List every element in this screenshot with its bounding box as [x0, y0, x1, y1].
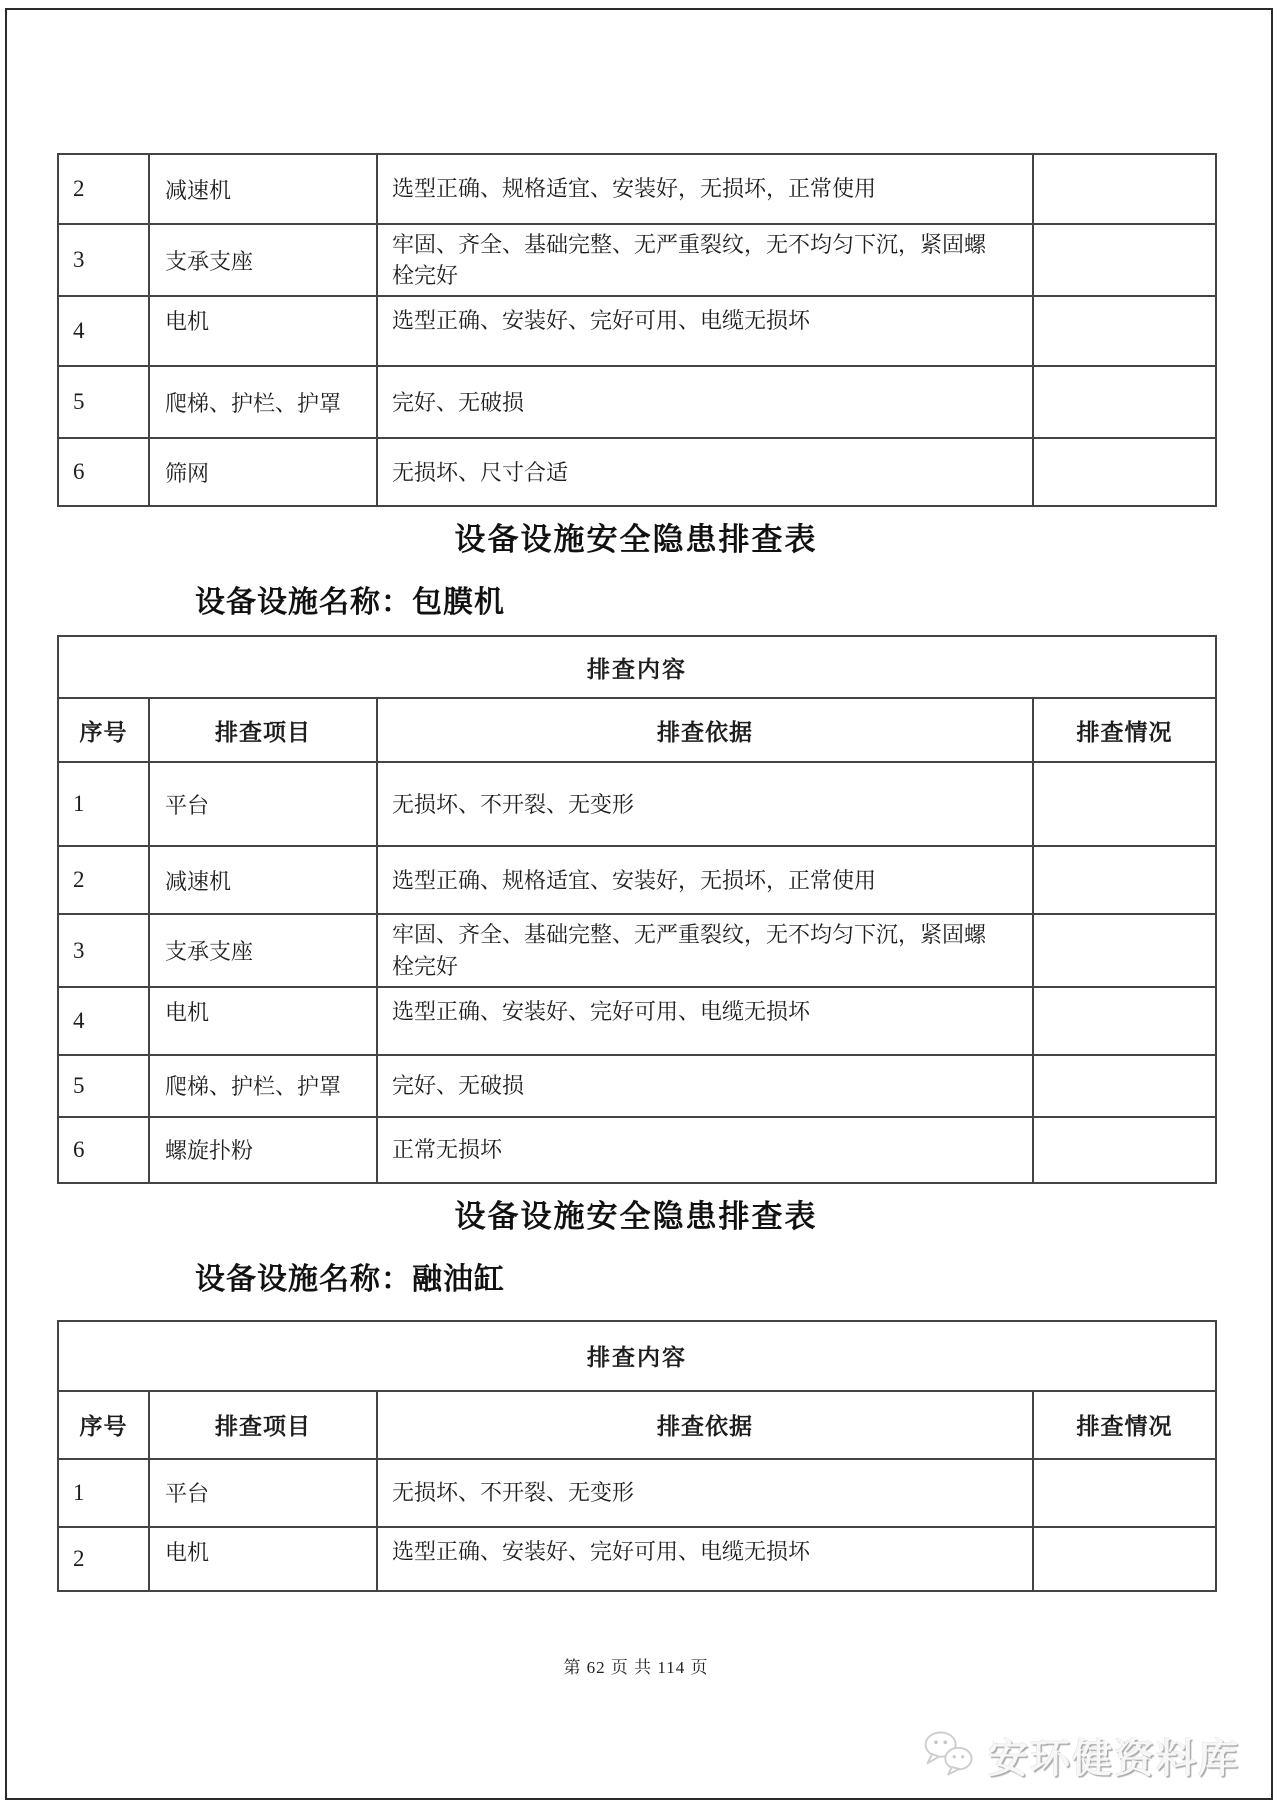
content-header-row [58, 636, 1216, 698]
cell-inspection-basis: 选型正确、安装好、完好可用、电缆无损坏 [377, 987, 1033, 1055]
cell-serial-number: 2 [58, 846, 149, 914]
cell-inspection-basis: 牢固、齐全、基础完整、无严重裂纹，无不均匀下沉，紧固螺栓完好 [377, 224, 1033, 296]
cell-serial-number: 2 [58, 154, 149, 224]
cell-serial-number: 5 [58, 1055, 149, 1117]
cell-inspection-item: 爬梯、护栏、护罩 [149, 1055, 377, 1117]
cell-inspection-item: 筛网 [149, 438, 377, 506]
cell-serial-number: 4 [58, 987, 149, 1055]
cell-inspection-basis: 选型正确、规格适宜、安装好，无损坏，正常使用 [377, 154, 1033, 224]
table-row [58, 846, 1216, 914]
cell-inspection-status [1033, 296, 1216, 366]
inspection-table-baomoji [57, 635, 1217, 1183]
column-header-item: 排查项目 [149, 698, 377, 762]
inspection-table-body [58, 154, 1216, 506]
column-header-item: 排查项目 [149, 1391, 377, 1459]
cell-inspection-status [1033, 762, 1216, 846]
table-row [58, 1459, 1216, 1527]
cell-inspection-status [1033, 1117, 1216, 1183]
cell-inspection-status [1033, 438, 1216, 506]
cell-inspection-item: 爬梯、护栏、护罩 [149, 366, 377, 438]
cell-inspection-basis: 完好、无破损 [377, 1055, 1033, 1117]
cell-inspection-status [1033, 1527, 1216, 1591]
cell-serial-number: 2 [58, 1527, 149, 1591]
cell-serial-number: 1 [58, 1459, 149, 1527]
cell-inspection-basis: 选型正确、规格适宜、安装好，无损坏，正常使用 [377, 846, 1033, 914]
cell-serial-number: 3 [58, 224, 149, 296]
device-name-label: 设备设施名称：包膜机 [195, 586, 505, 620]
table-row [58, 154, 1216, 224]
cell-inspection-status [1033, 154, 1216, 224]
content-header-row [58, 1321, 1216, 1391]
cell-inspection-status [1033, 1055, 1216, 1117]
cell-inspection-basis: 选型正确、安装好、完好可用、电缆无损坏 [377, 1527, 1033, 1591]
column-header-status: 排查情况 [1033, 1391, 1216, 1459]
cell-inspection-status [1033, 987, 1216, 1055]
cell-inspection-basis: 正常无损坏 [377, 1117, 1033, 1183]
cell-inspection-status [1033, 914, 1216, 986]
cell-inspection-item: 平台 [149, 1459, 377, 1527]
document-page [57, 0, 1215, 1680]
device-name-label: 设备设施名称：融油缸 [195, 1262, 505, 1296]
content-header-cell: 排查内容 [58, 1321, 1216, 1391]
table-row [58, 438, 1216, 506]
cell-inspection-status [1033, 846, 1216, 914]
table-row [58, 1117, 1216, 1183]
cell-inspection-item: 电机 [149, 987, 377, 1055]
table-row [58, 914, 1216, 986]
inspection-table-rongyougang [57, 1320, 1217, 1592]
column-header-basis: 排查依据 [377, 698, 1033, 762]
cell-inspection-item: 减速机 [149, 846, 377, 914]
content-header-cell: 排查内容 [58, 636, 1216, 698]
column-header-row [58, 1391, 1216, 1459]
cell-inspection-basis: 选型正确、安装好、完好可用、电缆无损坏 [377, 296, 1033, 366]
table-row [58, 1527, 1216, 1591]
table-row [58, 762, 1216, 846]
cell-inspection-item: 电机 [149, 296, 377, 366]
column-header-serial: 序号 [58, 698, 149, 762]
cell-serial-number: 1 [58, 762, 149, 846]
cell-inspection-basis: 牢固、齐全、基础完整、无严重裂纹，无不均匀下沉，紧固螺栓完好 [377, 914, 1033, 986]
column-header-status: 排查情况 [1033, 698, 1216, 762]
cell-inspection-item: 螺旋扑粉 [149, 1117, 377, 1183]
cell-inspection-item: 支承支座 [149, 224, 377, 296]
cell-inspection-item: 支承支座 [149, 914, 377, 986]
cell-inspection-item: 平台 [149, 762, 377, 846]
cell-inspection-status [1033, 224, 1216, 296]
table-row [58, 296, 1216, 366]
cell-inspection-item: 减速机 [149, 154, 377, 224]
cell-inspection-basis: 无损坏、不开裂、无变形 [377, 1459, 1033, 1527]
table-row [58, 1055, 1216, 1117]
inspection-table-partial [57, 153, 1217, 507]
inspection-table-body [58, 1459, 1216, 1591]
cell-serial-number: 3 [58, 914, 149, 986]
cell-serial-number: 6 [58, 1117, 149, 1183]
cell-inspection-status [1033, 366, 1216, 438]
column-header-row [58, 698, 1216, 762]
wechat-icon [920, 1726, 980, 1785]
inspection-table-body [58, 762, 1216, 1182]
cell-serial-number: 6 [58, 438, 149, 506]
cell-inspection-basis: 无损坏、尺寸合适 [377, 438, 1033, 506]
page-number-footer: 第 62 页 共 114 页 [563, 1657, 709, 1677]
column-header-serial: 序号 [58, 1391, 149, 1459]
watermark-text: 安环健资料库 [988, 1736, 1240, 1781]
cell-serial-number: 4 [58, 296, 149, 366]
table-row [58, 366, 1216, 438]
watermark [920, 1726, 1240, 1785]
cell-inspection-item: 电机 [149, 1527, 377, 1591]
cell-inspection-status [1033, 1459, 1216, 1527]
table-row [58, 224, 1216, 296]
column-header-basis: 排查依据 [377, 1391, 1033, 1459]
table-title: 设备设施安全隐患排查表 [454, 522, 818, 558]
table-row [58, 987, 1216, 1055]
table-title: 设备设施安全隐患排查表 [454, 1198, 818, 1234]
cell-inspection-basis: 完好、无破损 [377, 366, 1033, 438]
cell-inspection-basis: 无损坏、不开裂、无变形 [377, 762, 1033, 846]
cell-serial-number: 5 [58, 366, 149, 438]
